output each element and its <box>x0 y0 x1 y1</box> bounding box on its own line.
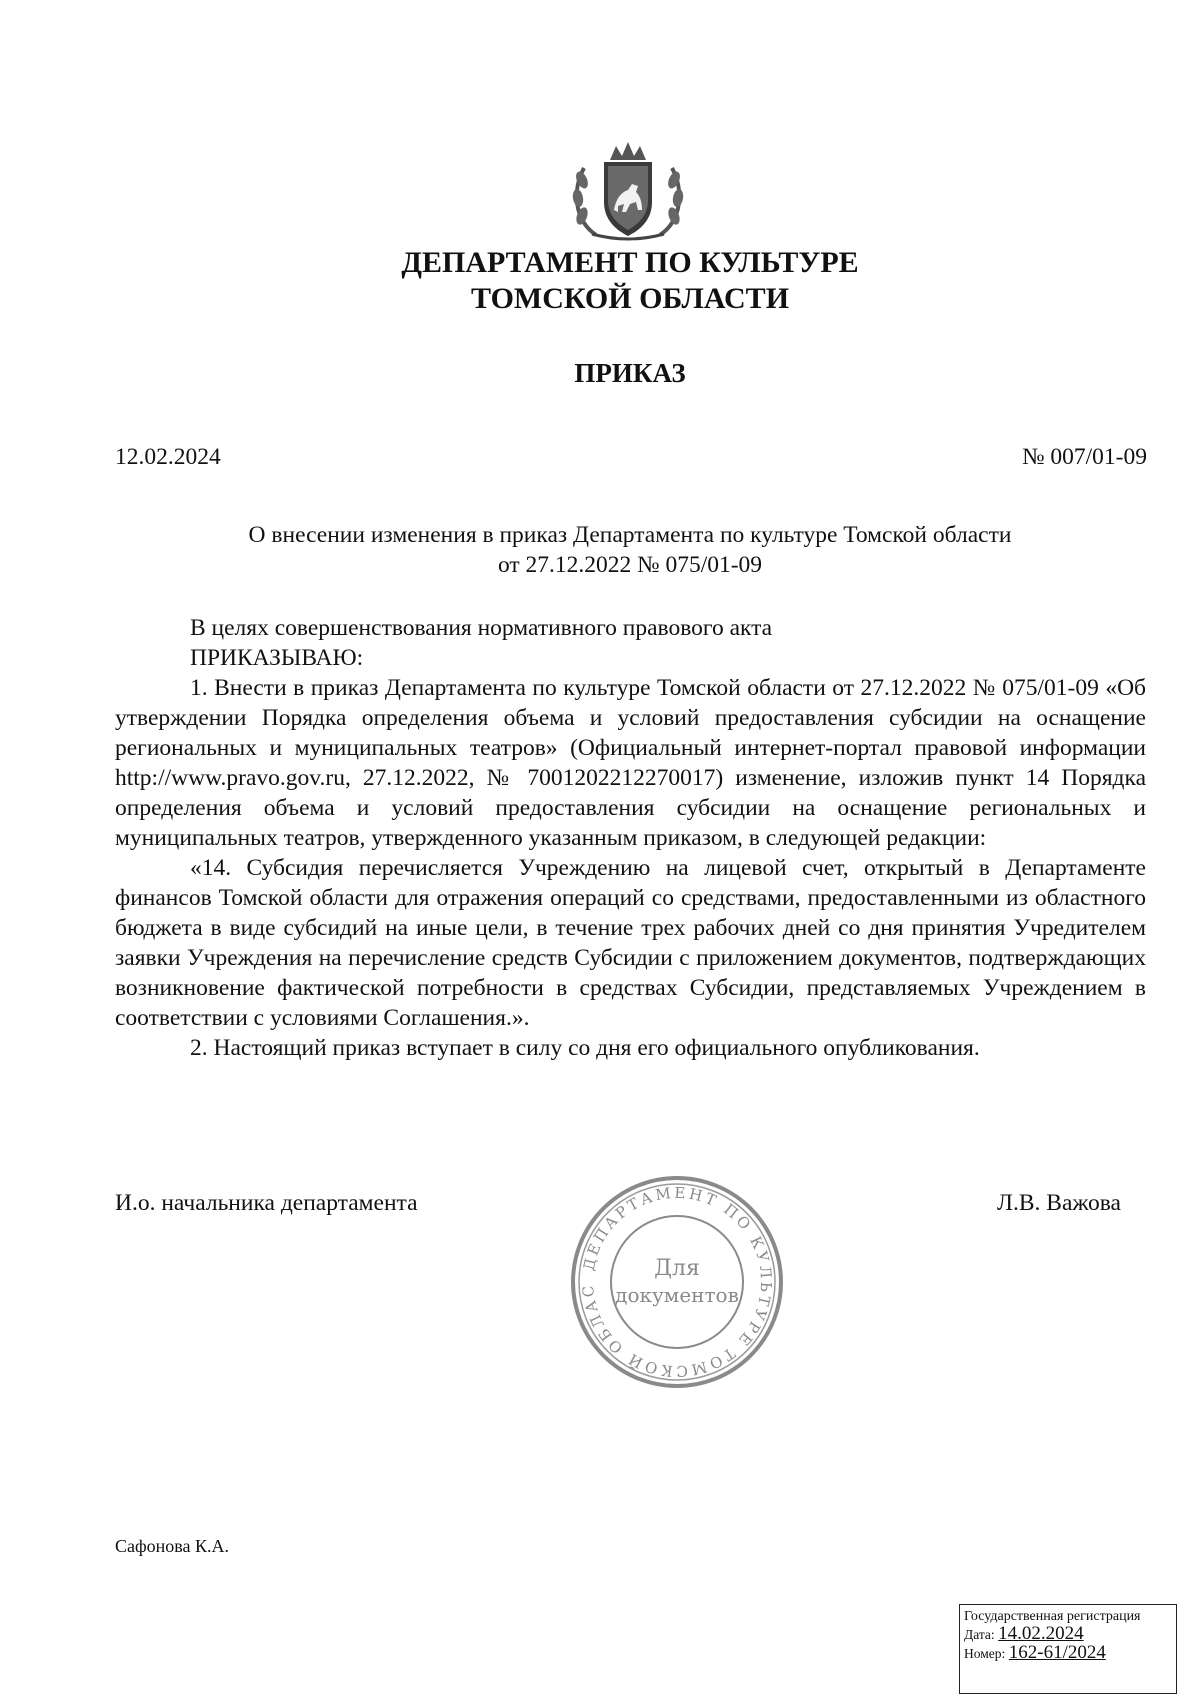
subject-line2: от 27.12.2022 № 075/01-09 <box>497 552 763 578</box>
org-name-line2: ТОМСКОЙ ОБЛАСТИ <box>470 282 790 315</box>
item-1-quote-paragraph: «14. Субсидия перечисляется Учреждению на лицевой счет, открытый в Департаменте финансов Томской области для отражения операций со средствами, предоставленными из областного бюджета в виде субсидий на иные цели, в течение трех рабочих дней со дня принятия Учредителем заявки Учреждения на перечисление средств Субсидии с приложением документов, подтверждающих возникновение фактической потребности в средствах Субсидии, представляемых Учреждением в соответствии с условиями Соглашения.». <box>115 855 1146 1031</box>
svg-text:документов: документов <box>615 1283 739 1307</box>
document-subject <box>0 520 1200 580</box>
org-name-line1: ДЕПАРТАМЕНТ ПО КУЛЬТУРЕ <box>401 246 859 279</box>
subject-line1: О внесении изменения в приказ Департамента по культуре Томской области <box>248 522 1012 548</box>
purpose-paragraph: В целях совершенствования нормативного правового акта <box>190 615 773 641</box>
registration-number-row <box>964 1644 1173 1663</box>
registration-number-value: 162-61/2024 <box>1008 1642 1106 1663</box>
document-date: 12.02.2024 <box>115 444 221 470</box>
document-type-title: ПРИКАЗ <box>574 358 686 388</box>
item-1-paragraph: 1. Внести в приказ Департамента по культуре Томской области от 27.12.2022 № 075/01-09 «Об утверждении Порядка определения объема и условий предоставления субсидии на оснащение региональных и муниципальных театров» (Официальный интернет-портал правовой информации http://www.pravo.gov.ru, 27.12.2022, № 7001202212270017) изменение, изложив пункт 14 Порядка определения объема и условий предоставления субсидии на оснащение региональных и муниципальных театров, утвержденного указанным приказом, в следующей редакции: <box>115 675 1146 851</box>
signatory-position: И.о. начальника департамента <box>115 1190 418 1216</box>
registration-number-label: Номер: <box>964 1646 1006 1661</box>
signatory-name: Л.В. Важова <box>997 1190 1121 1216</box>
coat-of-arms-emblem <box>568 140 688 242</box>
official-seal-stamp <box>567 1172 787 1392</box>
registration-title: Государственная регистрация <box>964 1609 1141 1624</box>
svg-text:Для: Для <box>654 1256 700 1281</box>
item-2-paragraph: 2. Настоящий приказ вступает в силу со дня его официального опубликования. <box>190 1035 980 1061</box>
svg-text:ДЕПАРТАМЕНТ ПО КУЛЬТУРЕ ТОМСКО: ДЕПАРТАМЕНТ ПО КУЛЬТУРЕ ТОМСКОЙ ОБЛАС <box>578 1183 776 1381</box>
registration-date-label: Дата: <box>964 1627 995 1642</box>
state-registration-box <box>959 1604 1177 1694</box>
document-number: № 007/01-09 <box>1022 444 1147 470</box>
order-directive: ПРИКАЗЫВАЮ: <box>190 645 364 671</box>
registration-date-value: 14.02.2024 <box>998 1623 1084 1644</box>
executor-name: Сафонова К.А. <box>115 1536 230 1556</box>
document-body <box>115 613 1146 1063</box>
